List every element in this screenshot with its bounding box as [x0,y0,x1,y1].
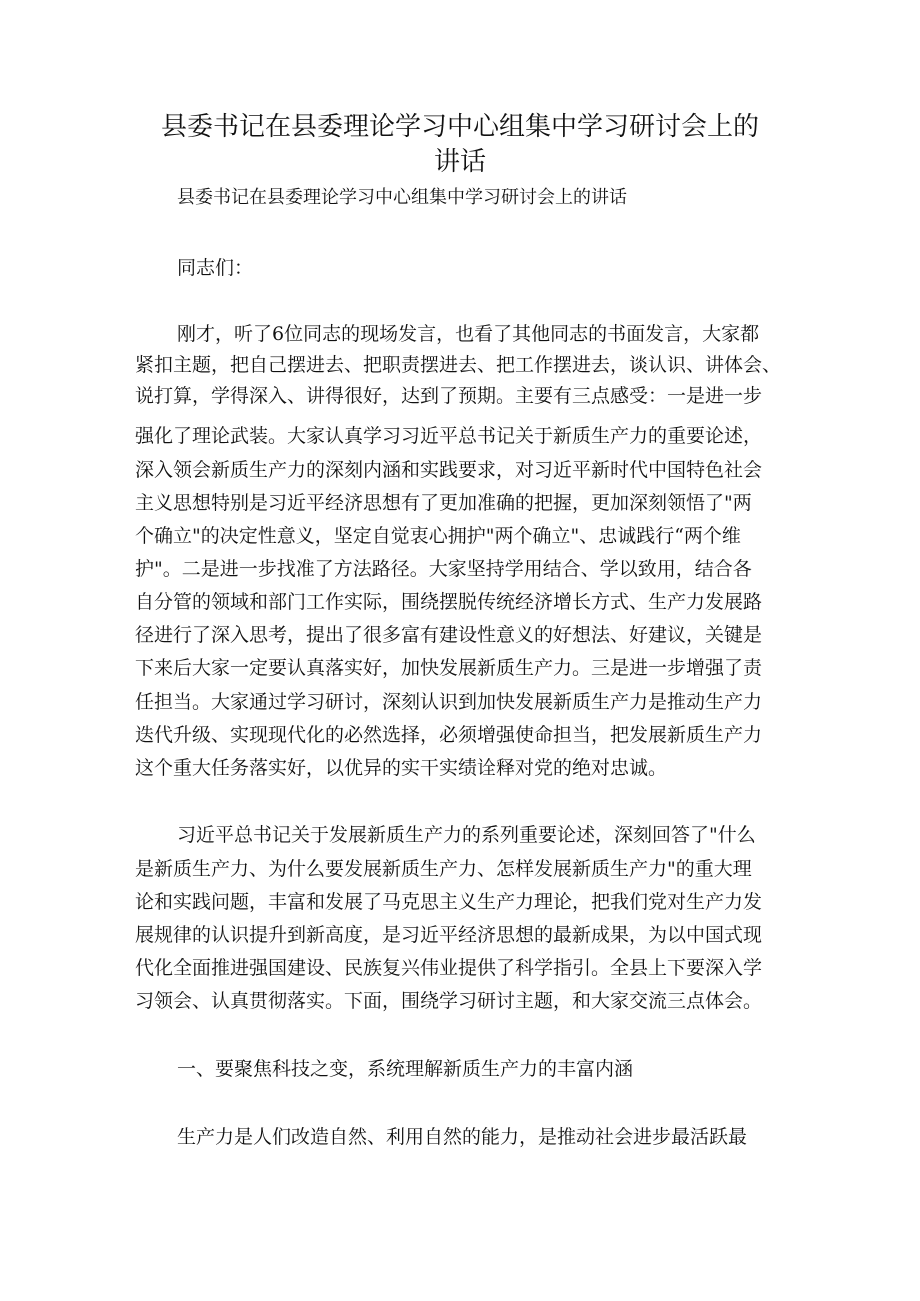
paragraph-line: 习近平总书记关于发展新质生产力的系列重要论述，深刻回答了"什么 [177,824,756,846]
paragraph-line: 展规律的认识提升到新高度，是习近平经济思想的最新成果，为以中国式现 [135,924,763,946]
paragraph-line: 刚才，听了6位同志的现场发言，也看了其他同志的书面发言，大家都 [177,323,760,345]
paragraph-line: 任担当。大家通过学习研讨，深刻认识到加快发展新质生产力是推动生产力 [135,691,763,713]
paragraph-line: 论和实践问题，丰富和发展了马克思主义生产力理论，把我们党对生产力发 [135,891,763,913]
paragraph-line: 个确立"的决定性意义，坚定自觉衷心拥护"两个确立"、忠诚践行“两个维 [135,525,741,547]
paragraph-line: 护"。二是进一步找准了方法路径。大家坚持学用结合、学以致用，结合各 [135,558,752,580]
paragraph-line: 迭代升级、实现现代化的必然选择，必须增强使命担当，把发展新质生产力 [135,724,763,746]
title-line-2: 讲话 [433,147,486,177]
paragraph-line: 深入领会新质生产力的深刻内涵和实践要求，对习近平新时代中国特色社会 [135,459,763,481]
title-line-1: 县委书记在县委理论学习中心组集中学习研讨会上的 [160,112,759,142]
paragraph-line: 代化全面推进强国建设、民族复兴伟业提供了科学指引。全县上下要深入学 [135,957,763,979]
paragraph-line: 这个重大任务落实好，以优异的实干实绩诠释对党的绝对忠诚。 [135,757,668,779]
paragraph-line: 主义思想特别是习近平经济思想有了更加准确的把握，更加深刻领悟了"两 [135,492,752,514]
document-title [100,110,820,180]
paragraph-line: 下来后大家一定要认真落实好，加快发展新质生产力。三是进一步增强了责 [135,657,763,679]
paragraph-line: 是新质生产力、为什么要发展新质生产力、怎样发展新质生产力"的重大理 [135,858,752,880]
paragraph-line: 径进行了深入思考，提出了很多富有建设性意义的好想法、好建议，关键是 [135,624,763,646]
document-subtitle: 县委书记在县委理论学习中心组集中学习研讨会上的讲话 [177,187,627,208]
section-heading-1: 一、要聚焦科技之变，系统理解新质生产力的丰富内涵 [177,1058,634,1080]
salutation: 同志们： [177,257,254,279]
paragraph-line: 自分管的领域和部门工作实际，围绕摆脱传统经济增长方式、生产力发展路 [135,591,763,613]
paragraph-line: 说打算，学得深入、讲得很好，达到了预期。主要有三点感受：一是进一步 [135,385,763,407]
paragraph-line: 紧扣主题，把自己摆进去、把职责摆进去、把工作摆进去，谈认识、讲体会、 [135,354,782,376]
paragraph-3-line: 生产力是人们改造自然、利用自然的能力，是推动社会进步最活跃最 [177,1126,748,1148]
paragraph-line: 强化了理论武装。大家认真学习习近平总书记关于新质生产力的重要论述， [135,425,763,447]
paragraph-line: 习领会、认真贯彻落实。下面，围绕学习研讨主题，和大家交流三点体会。 [135,990,763,1012]
